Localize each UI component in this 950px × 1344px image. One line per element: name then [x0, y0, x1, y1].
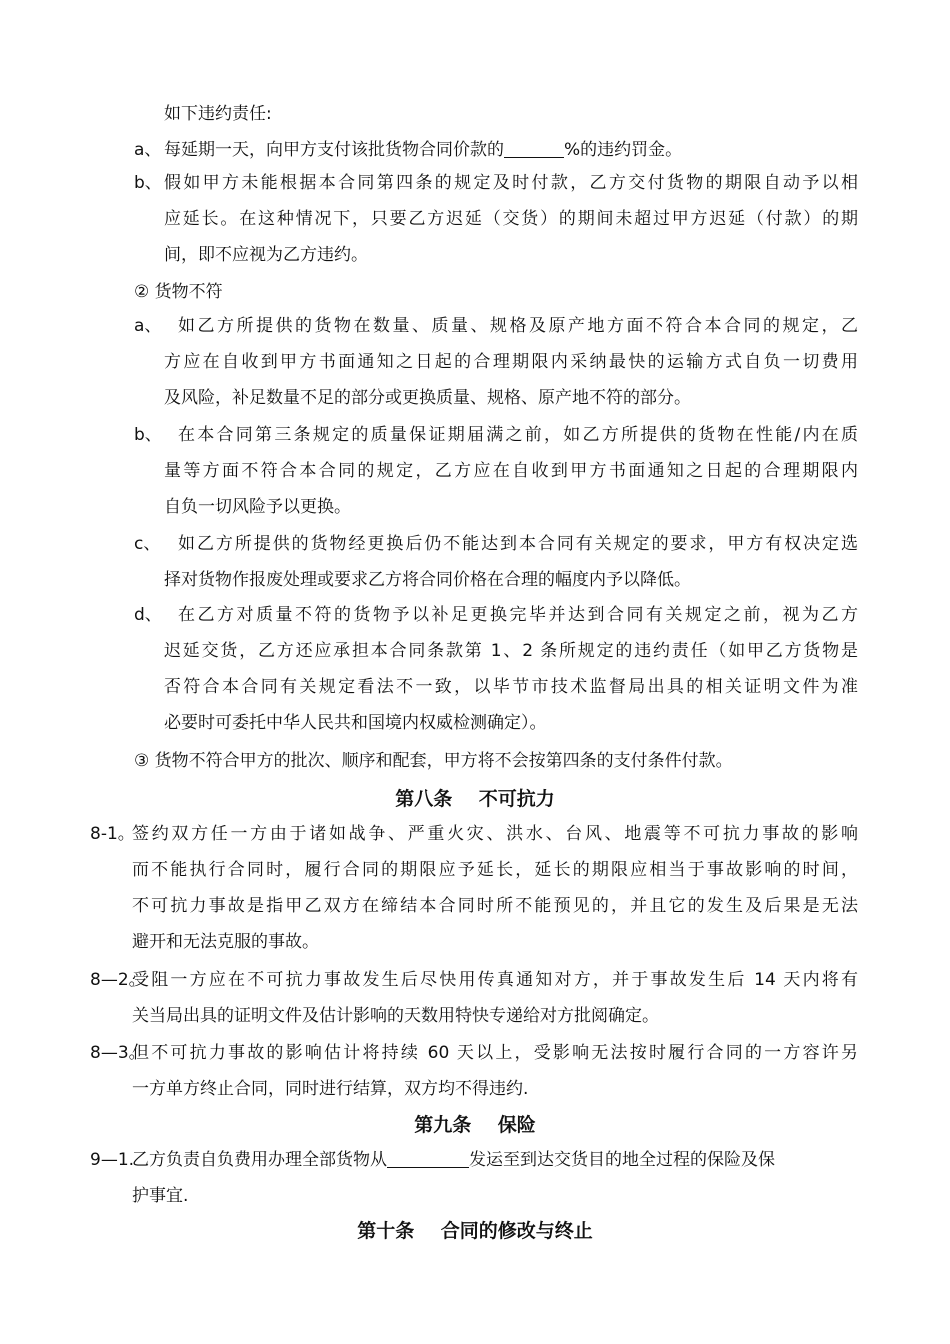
article-10-heading: 第十条 合同的修改与终止 — [357, 1220, 593, 1242]
clause-8-3-line-1: 但不可抗力事故的影响估计将持续 60 天以上，受影响无法按时履行合同的一方容许另 — [132, 1043, 858, 1063]
s2a-line-1: 如乙方所提供的货物在数量、质量、规格及原产地方面不符合本合同的规定，乙 — [178, 316, 858, 336]
s2d-marker: d、 — [134, 605, 162, 625]
s2b-line-3: 自负一切风险予以更换。 — [164, 497, 351, 517]
clause-8-3-line-2: 一方单方终止合同，同时进行结算，双方均不得违约. — [132, 1079, 529, 1099]
s2a-line-2: 方应在自收到甲方书面通知之日起的合理期限内采纳最快的运输方式自负一切费用 — [164, 352, 858, 372]
section-2-item-c — [134, 526, 858, 598]
section-2-item-b — [134, 417, 858, 525]
s2b-text — [164, 417, 858, 525]
clause-8-3 — [90, 1035, 858, 1107]
intro-line: 如下违约责任: — [164, 104, 272, 124]
clause-9-1 — [90, 1142, 858, 1214]
origin-blank — [387, 1149, 469, 1168]
clause-9-1-text — [132, 1142, 858, 1214]
s2a-text — [164, 308, 858, 416]
clause-8-3-text — [132, 1035, 858, 1107]
item-b-line-3: 间，即不应视为乙方违约。 — [164, 245, 368, 265]
clause-8-2-line-2: 关当局出具的证明文件及估计影响的天数用特快专递给对方批阅确定。 — [132, 1006, 659, 1026]
clause-8-2-line-1: 受阻一方应在不可抗力事故发生后尽快用传真通知对方，并于事故发生后 14 天内将有 — [132, 970, 858, 990]
article-8-heading: 第八条 不可抗力 — [395, 788, 555, 810]
item-a-marker: a、 — [134, 140, 162, 160]
item-a-pre: 每延期一天，向甲方支付该批货物合同价款的 — [164, 140, 504, 160]
item-b-line-2: 应延长。在这种情况下，只要乙方迟延（交货）的期间未超过甲方迟延（付款）的期 — [164, 209, 858, 229]
s2c-line-2: 择对货物作报废处理或要求乙方将合同价格在合理的幅度内予以降低。 — [164, 570, 691, 590]
clause-9-1-marker: 9—1. — [90, 1150, 135, 1170]
section-3 — [134, 743, 733, 779]
item-b-line-1: 假如甲方未能根据本合同第四条的规定及时付款，乙方交付货物的期限自动予以相 — [164, 173, 858, 193]
article-9-heading: 第九条 保险 — [414, 1114, 536, 1136]
intro-text — [164, 96, 272, 132]
s2a-marker: a、 — [134, 316, 162, 336]
s2d-line-1: 在乙方对质量不符的货物予以补足更换完毕并达到合同有关规定之前，视为乙方 — [178, 605, 858, 625]
clause-9-1-post: 发运至到达交货目的地全过程的保险及保 — [469, 1150, 775, 1170]
clause-8-1-marker: 8-1。 — [90, 824, 135, 844]
item-a-text — [164, 132, 682, 168]
clause-8-1-line-3: 不可抗力事故是指甲乙双方在缔结本合同时所不能预见的，并且它的发生及后果是无法 — [132, 896, 858, 916]
item-a-post: %的违约罚金。 — [564, 140, 683, 160]
clause-8-1 — [90, 816, 858, 960]
s2c-line-1: 如乙方所提供的货物经更换后仍不能达到本合同有关规定的要求，甲方有权决定选 — [178, 534, 858, 554]
section-2-item-d — [134, 597, 858, 741]
s2b-marker: b、 — [134, 425, 162, 445]
clause-8-1-line-4: 避开和无法克服的事故。 — [132, 932, 319, 952]
item-b-text — [164, 165, 858, 273]
s2d-line-2: 迟延交货，乙方还应承担本合同条款第 1、2 条所规定的违约责任（如甲乙方货物是 — [164, 641, 858, 661]
s2d-line-4: 必要时可委托中华人民共和国境内权威检测确定）。 — [164, 713, 547, 733]
clause-8-2-text — [132, 962, 858, 1034]
section-2-title — [134, 274, 223, 310]
penalty-rate-blank — [504, 139, 564, 158]
section-2-item-a — [134, 308, 858, 416]
s2b-line-1: 在本合同第三条规定的质量保证期届满之前，如乙方所提供的货物在性能/内在质 — [178, 425, 858, 445]
item-b-marker: b、 — [134, 173, 162, 193]
s2c-marker: c、 — [134, 534, 161, 554]
item-a — [134, 132, 858, 168]
clause-8-1-line-2: 而不能执行合同时，履行合同的期限应予延长，延长的期限应相当于事故影响的时间， — [132, 860, 858, 880]
clause-8-3-marker: 8—3。 — [90, 1043, 146, 1063]
clause-9-1-pre: 乙方负责自负费用办理全部货物从 — [132, 1150, 387, 1170]
s2d-text — [164, 597, 858, 741]
s2b-line-2: 量等方面不符合本合同的规定，乙方应在自收到甲方书面通知之日起的合理期限内 — [164, 461, 858, 481]
section-2-title-text: ② 货物不符 — [134, 282, 223, 302]
clause-8-2 — [90, 962, 858, 1034]
clause-9-1-line-2: 护事宜. — [132, 1186, 189, 1206]
s2d-line-3: 否符合本合同有关规定看法不一致，以毕节市技术监督局出具的相关证明文件为准 — [164, 677, 858, 697]
item-b — [134, 165, 858, 273]
section-3-text: ③ 货物不符合甲方的批次、顺序和配套，甲方将不会按第四条的支付条件付款。 — [134, 751, 733, 771]
s2a-line-3: 及风险，补足数量不足的部分或更换质量、规格、原产地不符的部分。 — [164, 388, 691, 408]
clause-8-1-line-1: 签约双方任一方由于诸如战争、严重火灾、洪水、台风、地震等不可抗力事故的影响 — [132, 824, 858, 844]
clause-9-1-line-1 — [132, 1142, 858, 1178]
clause-8-2-marker: 8—2。 — [90, 970, 146, 990]
s2c-text — [164, 526, 858, 598]
clause-8-1-text — [132, 816, 858, 960]
